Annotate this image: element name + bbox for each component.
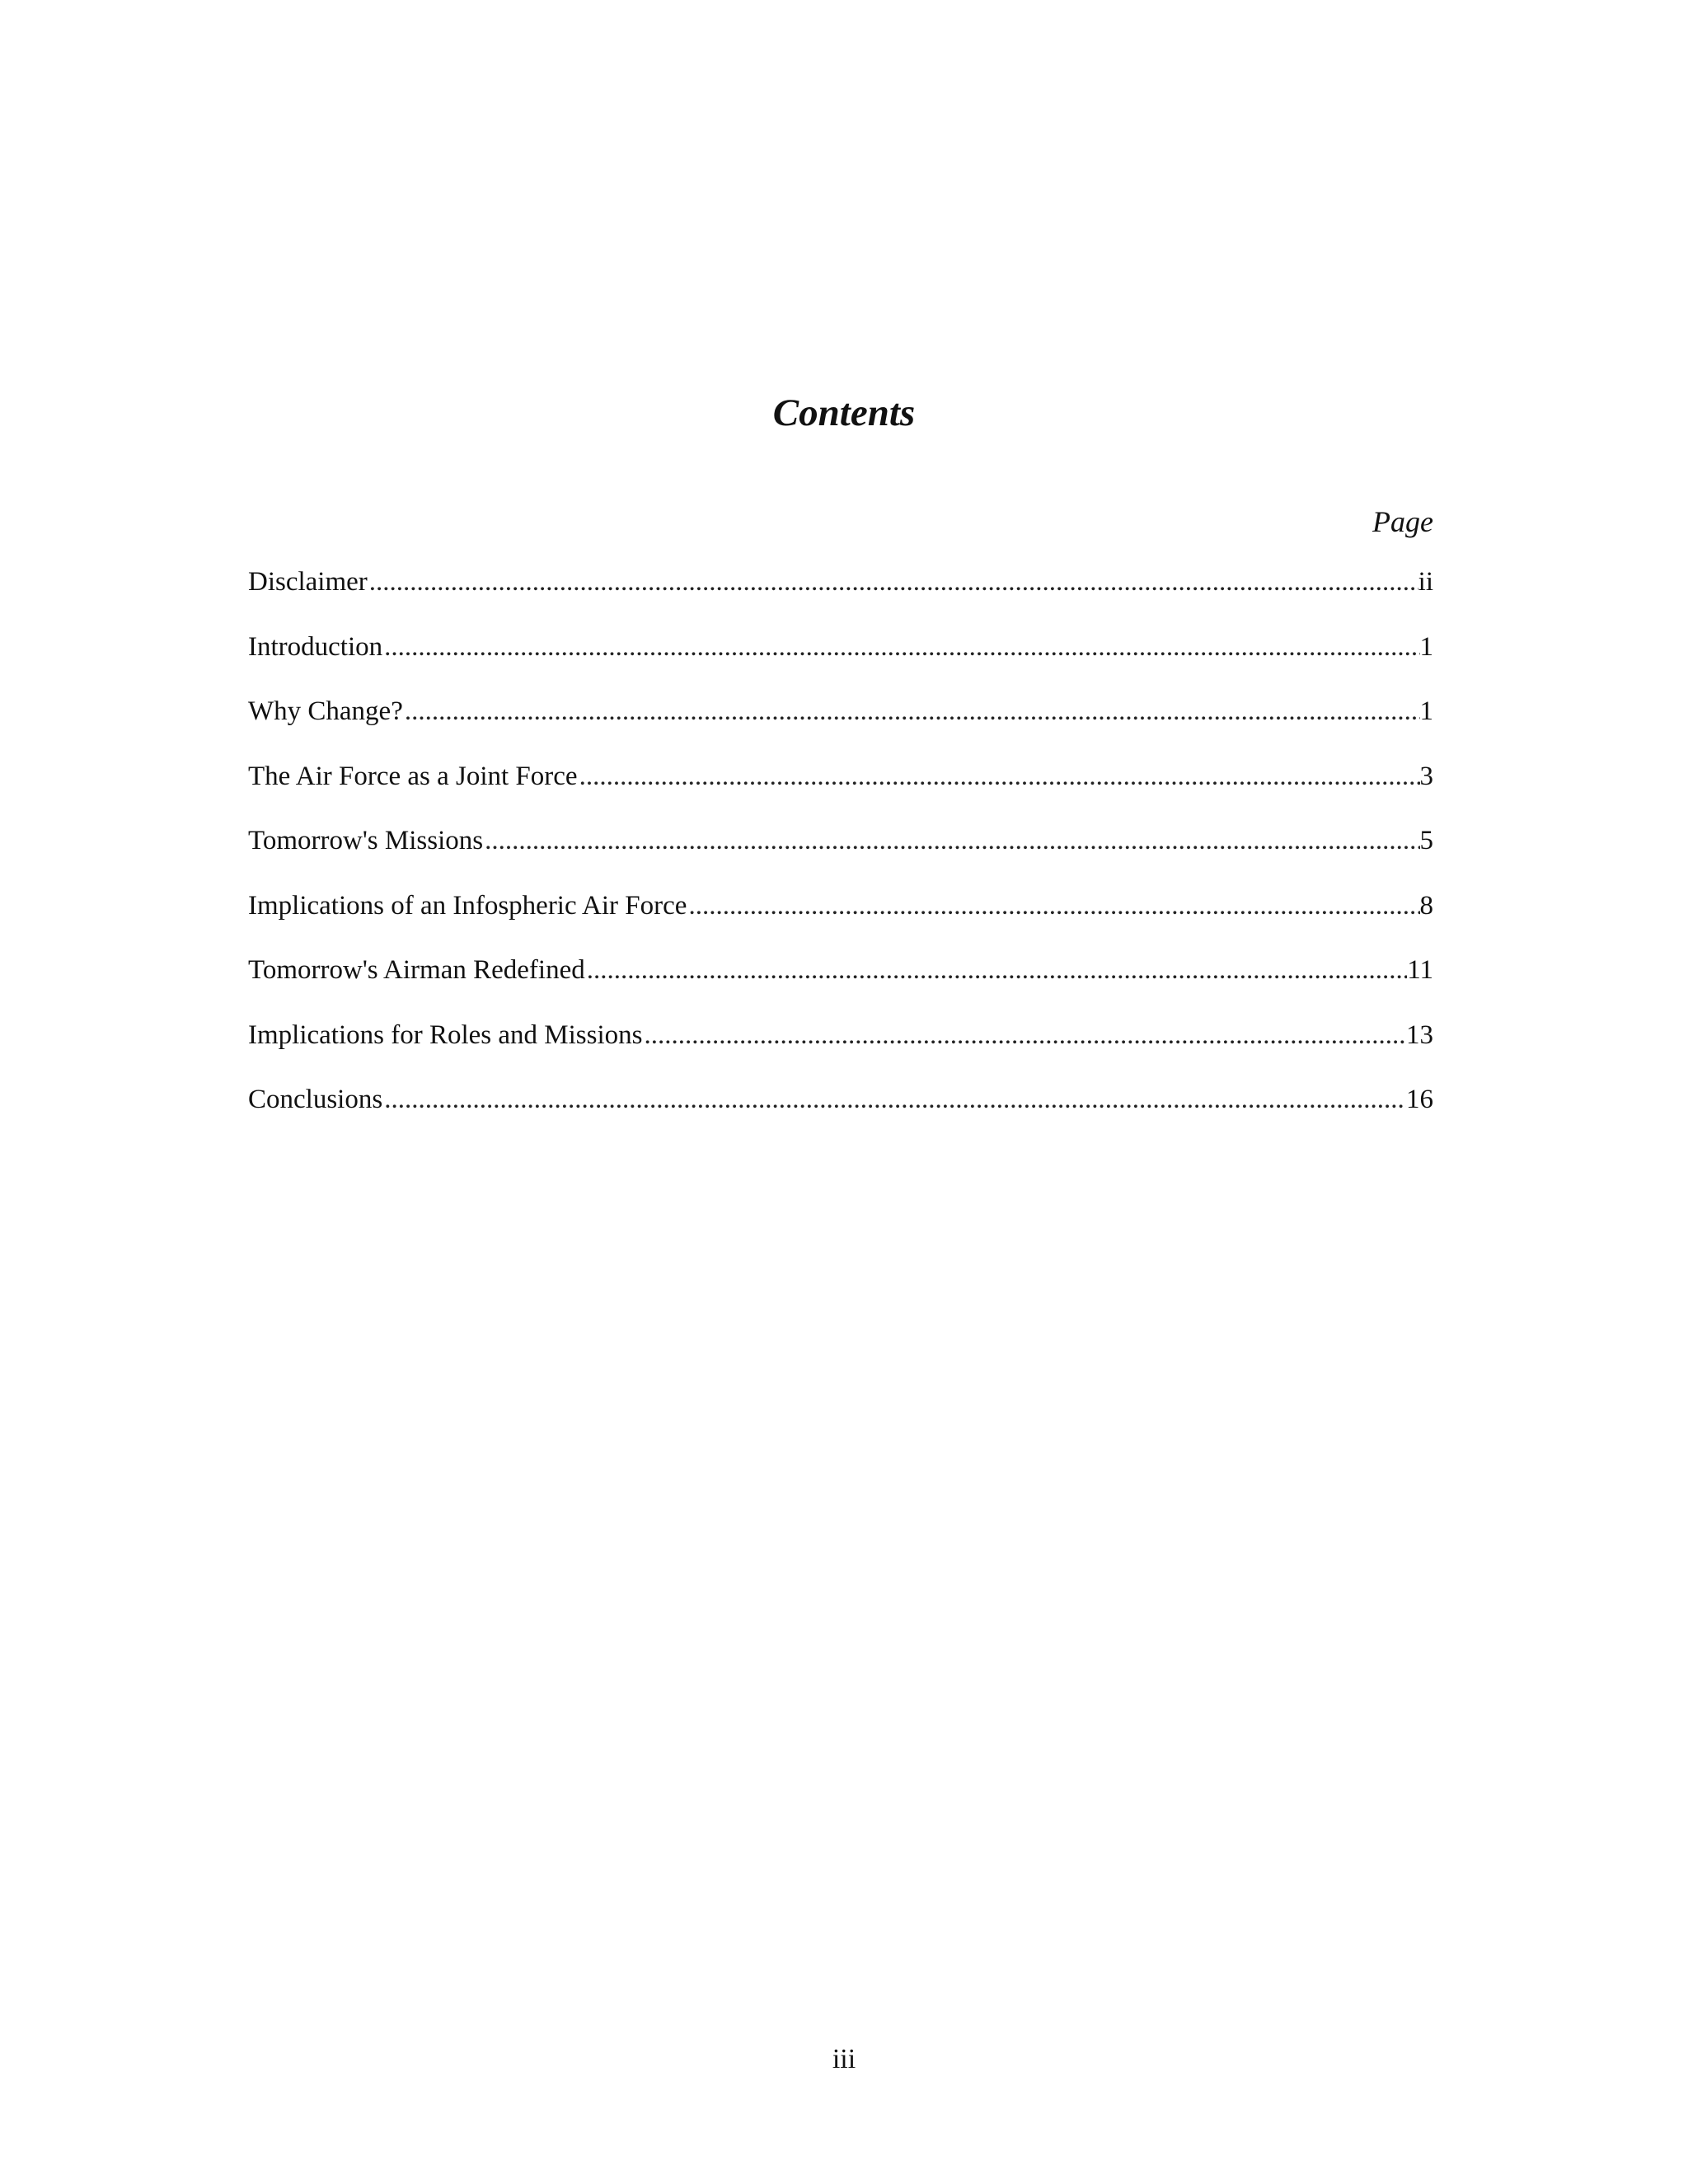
toc-entry-title: Tomorrow's Missions: [248, 826, 484, 855]
toc-entry-tomorrows-missions[interactable]: [248, 827, 1433, 893]
toc-entry-page: 16: [1406, 1085, 1433, 1114]
toc-entry-title: Disclaimer: [248, 567, 368, 597]
page-column-label: Page: [1372, 505, 1433, 538]
toc-entry-title: Conclusions: [248, 1085, 383, 1114]
table-of-contents: [248, 569, 1433, 1151]
toc-entry-page: 13: [1406, 1019, 1433, 1050]
toc-entry-page: 1: [1419, 631, 1433, 662]
dot-leader: [483, 827, 1419, 855]
toc-entry-infospheric-air-force[interactable]: [248, 890, 1433, 958]
dot-leader: [382, 1086, 1406, 1113]
page-number: iii: [832, 2044, 856, 2074]
toc-entry-title: Introduction: [248, 631, 383, 662]
toc-entry-page: 1: [1419, 696, 1433, 726]
toc-entry-why-change[interactable]: [248, 698, 1433, 763]
toc-entry-page: 5: [1419, 826, 1433, 855]
page-title: Contents: [772, 391, 916, 434]
dot-leader: [578, 763, 1420, 790]
toc-entry-conclusions[interactable]: [248, 1086, 1433, 1151]
toc-entry-introduction[interactable]: [248, 631, 1433, 699]
toc-entry-disclaimer[interactable]: [248, 569, 1433, 634]
dot-leader: [585, 957, 1408, 984]
toc-entry-roles-and-missions[interactable]: [248, 1019, 1433, 1087]
toc-entry-title: Implications of an Infospheric Air Force: [248, 890, 687, 921]
toc-entry-title: The Air Force as a Joint Force: [248, 761, 578, 791]
dot-leader: [403, 698, 1420, 725]
dot-leader: [382, 634, 1419, 661]
toc-entry-title: Implications for Roles and Missions: [248, 1019, 643, 1050]
toc-entry-page: 3: [1419, 761, 1433, 791]
toc-entry-page: 11: [1407, 955, 1433, 985]
toc-entry-page: 8: [1419, 890, 1433, 921]
toc-entry-title: Tomorrow's Airman Redefined: [248, 955, 585, 985]
toc-entry-air-force-joint-force[interactable]: [248, 763, 1433, 828]
toc-entry-airman-redefined[interactable]: [248, 957, 1433, 1022]
dot-leader: [687, 893, 1419, 920]
dot-leader: [368, 569, 1418, 596]
dot-leader: [642, 1022, 1406, 1049]
toc-entry-page: ii: [1418, 567, 1433, 597]
toc-entry-title: Why Change?: [248, 696, 403, 726]
